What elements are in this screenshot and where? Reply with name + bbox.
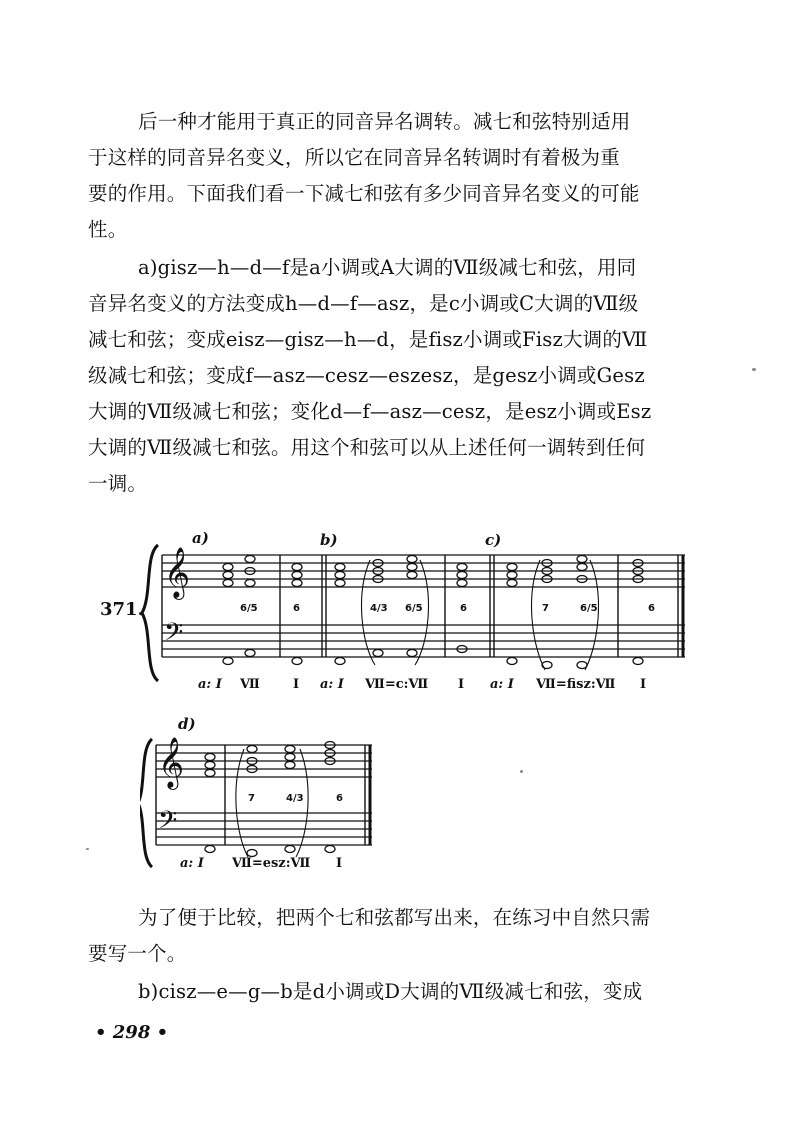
figure: 6/5	[405, 603, 423, 614]
treble-staff	[156, 745, 372, 777]
text-line: 于这样的同音异名变义，所以它在同音异名转调时有着极为重	[88, 146, 620, 169]
text-line: 要的作用。下面我们看一下减七和弦有多少同音异名变义的可能	[88, 182, 640, 205]
analysis-label: Ⅶ=esz:Ⅶ	[232, 856, 311, 871]
figure: 6	[336, 793, 343, 804]
music-example-371	[100, 525, 700, 695]
text-line: 要写一个。	[88, 942, 187, 965]
scan-speck	[86, 848, 89, 850]
text-line: 音异名变义的方法变成h—d—f—asz，是c小调或C大调的Ⅶ级	[88, 292, 639, 315]
paragraph-4	[88, 974, 708, 1010]
text-line: 为了便于比较，把两个七和弦都写出来，在练习中自然只需	[138, 906, 651, 929]
slurs	[362, 560, 599, 670]
section-label-d: d)	[178, 715, 196, 733]
analysis-label: Ⅶ=fisz:Ⅶ	[536, 677, 616, 692]
scan-speck	[752, 368, 756, 371]
analysis-label: I	[458, 677, 465, 692]
bass-clef-icon: 𝄢	[158, 806, 178, 841]
paragraph-2	[88, 250, 708, 502]
paragraph-1	[88, 104, 708, 248]
analysis-label: I	[336, 856, 343, 871]
text-line: 大调的Ⅶ级减七和弦；变化d—f—asz—cesz，是esz小调或Esz	[88, 400, 652, 423]
bass-staff	[156, 813, 372, 845]
figure: 6	[460, 603, 467, 614]
treble-clef-icon: 𝄞	[164, 547, 191, 598]
analysis-label: I	[293, 677, 300, 692]
treble-clef-icon: 𝄞	[158, 737, 185, 788]
text-line: 减七和弦；变成eisz—gisz—h—d，是fisz小调或Fisz大调的Ⅶ	[88, 328, 648, 351]
figure: 4/3	[370, 603, 388, 614]
analysis-label: Ⅶ	[240, 677, 260, 692]
analysis-label: Ⅶ=c:Ⅶ	[365, 677, 429, 692]
figure: 6	[293, 603, 300, 614]
section-label-c: c)	[485, 531, 502, 549]
analysis-label: a: I	[490, 677, 514, 692]
text-line: 一调。	[88, 472, 148, 495]
figure: 6	[648, 603, 655, 614]
section-label-b: b)	[320, 531, 338, 549]
example-number: 371.	[100, 599, 144, 620]
analysis-label: a: I	[180, 856, 204, 871]
text-line: a)gisz—h—d—f是a小调或A大调的Ⅶ级减七和弦，用同	[138, 256, 637, 279]
text-line: 性。	[88, 218, 128, 241]
figure: 7	[248, 793, 255, 804]
scan-speck	[520, 770, 523, 773]
analysis-label: a: I	[320, 677, 344, 692]
text-line: 后一种才能用于真正的同音异名调转。减七和弦特别适用	[138, 110, 631, 133]
figure: 6/5	[580, 603, 598, 614]
figure: 4/3	[286, 793, 304, 804]
text-line: 大调的Ⅶ级减七和弦。用这个和弦可以从上述任何一调转到任何	[88, 436, 646, 459]
music-example-d	[140, 715, 380, 875]
bass-clef-icon: 𝄢	[164, 618, 184, 653]
analysis-label: a: I	[198, 677, 222, 692]
text-line: b)cisz—e—g—b是d小调或D大调的Ⅶ级减七和弦，变成	[138, 980, 643, 1003]
section-label-a: a)	[192, 529, 209, 547]
figure: 6/5	[240, 603, 258, 614]
figure: 7	[542, 603, 549, 614]
text-line: 级减七和弦；变成f—asz—cesz—eszesz，是gesz小调或Gesz	[88, 364, 645, 387]
page-number: • 298 •	[95, 1022, 169, 1043]
system-brace	[140, 739, 152, 867]
analysis-label: I	[640, 677, 647, 692]
paragraph-3	[88, 900, 708, 972]
bass-staff	[162, 625, 685, 657]
system-brace	[142, 545, 158, 681]
bass-notes	[205, 846, 335, 857]
